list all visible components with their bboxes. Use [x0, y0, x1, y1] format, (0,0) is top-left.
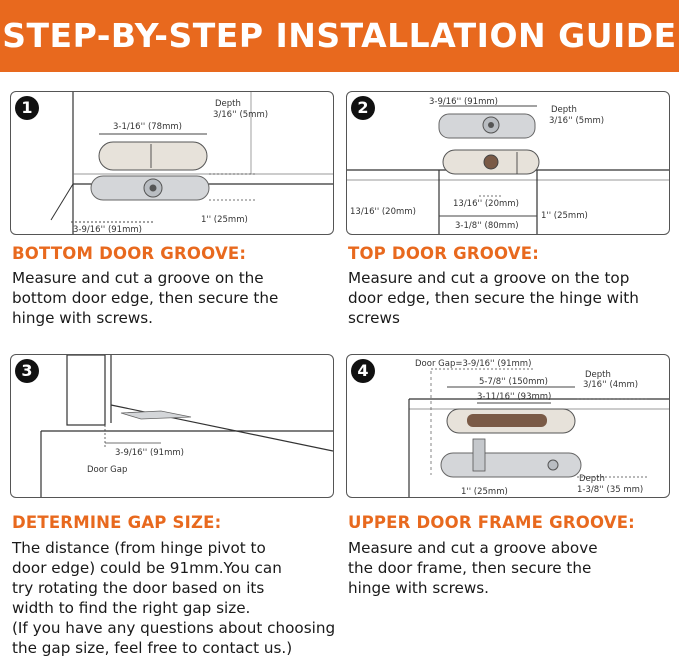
step-1-diagram [10, 91, 334, 235]
step-1-badge: 1 [15, 96, 39, 120]
step-2-depth-value: 3/16'' (5mm) [549, 116, 605, 126]
step-1-drawing [11, 92, 333, 234]
step-2-drawing [347, 92, 669, 234]
step-3-door-gap-label: Door Gap [87, 465, 128, 475]
step-1-depth-label: Depth [215, 99, 241, 109]
step-4-drawing [347, 355, 669, 497]
step-3-gap-label: 3-9/16'' (91mm) [115, 448, 184, 458]
step-1-width-label: 1'' (25mm) [201, 215, 248, 225]
step-1-description: Measure and cut a groove on the bottom door edge, then secure the hinge with screws. [12, 269, 279, 327]
step-4-description: Measure and cut a groove above the door frame, then secure the hinge with screws. [348, 539, 598, 597]
step-4-inner-label: 3-11/16'' (93mm) [477, 392, 552, 402]
step-2-width-label: 1'' (25mm) [541, 211, 588, 221]
step-2-diagram [346, 91, 670, 235]
step-2-top-label: 3-9/16'' (91mm) [429, 97, 498, 107]
step-2-depth-label: Depth [551, 105, 577, 115]
step-2-center-label: 13/16'' (20mm) [453, 199, 519, 209]
step-1-heading: BOTTOM DOOR GROOVE: [12, 244, 247, 263]
step-4-depth2-label: Depth [579, 474, 605, 484]
step-1-depth-value: 3/16'' (5mm) [213, 110, 269, 120]
step-4-width-label: 1'' (25mm) [461, 487, 508, 497]
step-2-length-label: 3-1/8'' (80mm) [455, 221, 519, 231]
step-4-depth-value: 3/16'' (4mm) [583, 380, 639, 390]
step-3-drawing [11, 355, 333, 497]
step-2-heading: TOP DOOR GROOVE: [348, 244, 540, 263]
page-title: STEP-BY-STEP INSTALLATION GUIDE [2, 16, 677, 55]
step-4-diagram [346, 354, 670, 498]
step-3-description: The distance (from hinge pivot to door edge) could be 91mm.You can try rotating the door based on its width to find the right gap size. (If you have any questions about choosing the gap size, feel free to contact us.) [12, 539, 336, 657]
step-2-description: Measure and cut a groove on the top door edge, then secure the hinge with screws [348, 269, 639, 327]
step-1-length-label: 3-1/16'' (78mm) [113, 122, 182, 132]
step-4-length-label: 5-7/8'' (150mm) [479, 377, 548, 387]
step-2-badge: 2 [351, 96, 375, 120]
step-4-gap-label: Door Gap=3-9/16'' (91mm) [415, 359, 532, 369]
step-1-pivot-label: 3-9/16'' (91mm) [73, 225, 142, 234]
step-4-badge: 4 [351, 359, 375, 383]
step-2-left-label: 13/16'' (20mm) [350, 207, 416, 217]
step-3-diagram [10, 354, 334, 498]
step-4-heading: UPPER DOOR FRAME GROOVE: [348, 513, 635, 532]
step-4-depth2-value: 1-3/8'' (35 mm) [577, 485, 644, 495]
step-3-badge: 3 [15, 359, 39, 383]
step-3-heading: DETERMINE GAP SIZE: [12, 513, 222, 532]
step-4-depth-label: Depth [585, 370, 611, 380]
